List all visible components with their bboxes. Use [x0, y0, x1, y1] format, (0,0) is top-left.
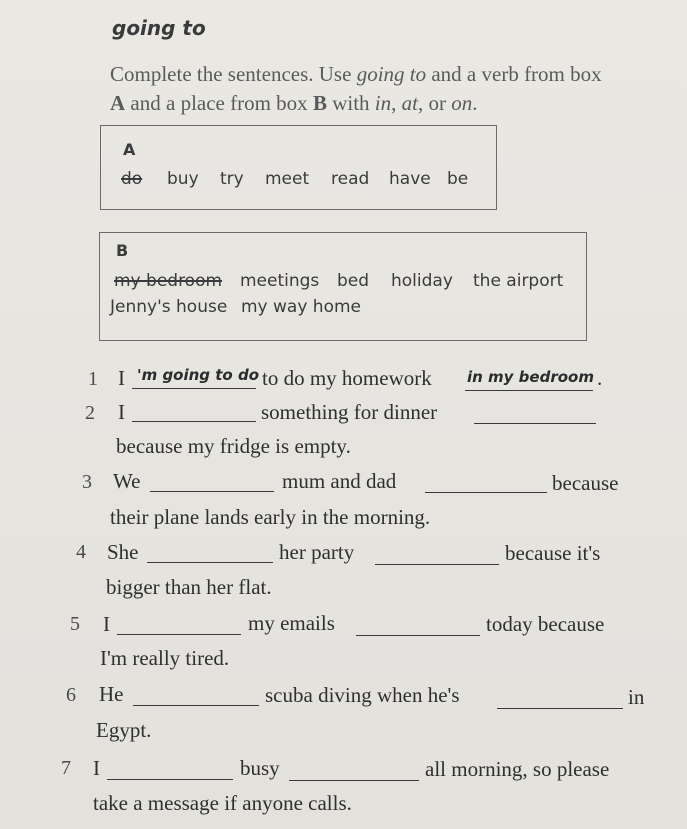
verb-word: buy	[167, 169, 199, 189]
exercise-text: because it's	[505, 541, 601, 565]
exercise-text: all morning, so please	[425, 757, 610, 781]
exercise-text: He	[99, 682, 124, 706]
verb-word: have	[389, 169, 431, 189]
exercise-text: her party	[279, 540, 355, 564]
answer-blank[interactable]	[375, 564, 499, 565]
verb-word: meet	[265, 169, 310, 189]
exercise-text: I'm really tired.	[100, 646, 230, 670]
place-word: my way home	[241, 297, 362, 317]
exercise-number: 2	[85, 402, 95, 424]
exercise-text: bigger than her flat.	[106, 575, 272, 599]
answer-blank[interactable]	[474, 423, 596, 424]
exercise-text: .	[597, 366, 603, 390]
verb-word: try	[220, 169, 244, 189]
place-word: holiday	[391, 271, 453, 291]
answer-blank[interactable]	[465, 390, 593, 391]
exercise-text: scuba diving when he's	[265, 683, 460, 707]
exercise-number: 3	[82, 471, 92, 493]
answer-blank[interactable]	[133, 705, 259, 706]
answer-blank[interactable]	[497, 708, 623, 709]
exercise-text: to do my homework	[262, 366, 432, 390]
exercise-number: 6	[66, 684, 76, 706]
verb-box-a	[100, 125, 497, 210]
exercise-number: 4	[76, 541, 86, 563]
exercise-text: because my fridge is empty.	[116, 434, 351, 458]
exercise-text: their plane lands early in the morning.	[110, 505, 431, 529]
exercise-text: something for dinner	[261, 400, 438, 424]
exercise-text: She	[107, 540, 139, 564]
answer-blank[interactable]	[425, 492, 547, 493]
place-word: bed	[337, 271, 370, 291]
box-b-title: B	[116, 241, 129, 260]
filled-answer: 'm going to do	[137, 366, 260, 384]
exercise-text: busy	[240, 756, 280, 780]
answer-blank[interactable]	[132, 388, 256, 389]
exercise-text: I	[118, 366, 125, 390]
place-word: the airport	[473, 271, 564, 291]
instructions	[110, 60, 670, 118]
exercise-text: We	[113, 469, 141, 493]
answer-blank[interactable]	[117, 634, 241, 635]
exercise-number: 7	[61, 757, 71, 779]
exercise-text: Egypt.	[96, 718, 152, 742]
answer-blank[interactable]	[356, 635, 480, 636]
place-word: meetings	[240, 271, 320, 291]
section-heading: going to	[112, 16, 206, 40]
instructions-line-1: Complete the sentences. Use going to and a verb from box	[110, 62, 602, 86]
answer-blank[interactable]	[132, 421, 256, 422]
exercise-text: today because	[486, 612, 605, 636]
answer-blank[interactable]	[150, 491, 274, 492]
exercise-text: my emails	[248, 611, 335, 635]
place-word: my bedroom	[114, 271, 223, 291]
answer-blank[interactable]	[107, 779, 233, 780]
place-box-b	[99, 232, 587, 341]
filled-answer: in my bedroom	[467, 368, 594, 386]
exercise-text: I	[118, 400, 125, 424]
verb-word: read	[331, 169, 370, 189]
answer-blank[interactable]	[147, 562, 273, 563]
exercise-text: take a message if anyone calls.	[93, 791, 352, 815]
exercise-number: 1	[88, 368, 98, 390]
exercise-number: 5	[70, 613, 80, 635]
exercise-text: mum and dad	[282, 469, 397, 493]
exercise-text: because	[552, 471, 619, 495]
instructions-line-2: A and a place from box B with in, at, or on.	[110, 91, 478, 115]
answer-blank[interactable]	[289, 780, 419, 781]
box-a-title: A	[123, 140, 136, 159]
verb-word: do	[121, 169, 143, 189]
exercise-text: I	[103, 612, 110, 636]
verb-word: be	[447, 169, 469, 189]
exercise-text: I	[93, 756, 100, 780]
place-word: Jenny's house	[110, 297, 228, 317]
exercise-text: in	[628, 685, 645, 709]
